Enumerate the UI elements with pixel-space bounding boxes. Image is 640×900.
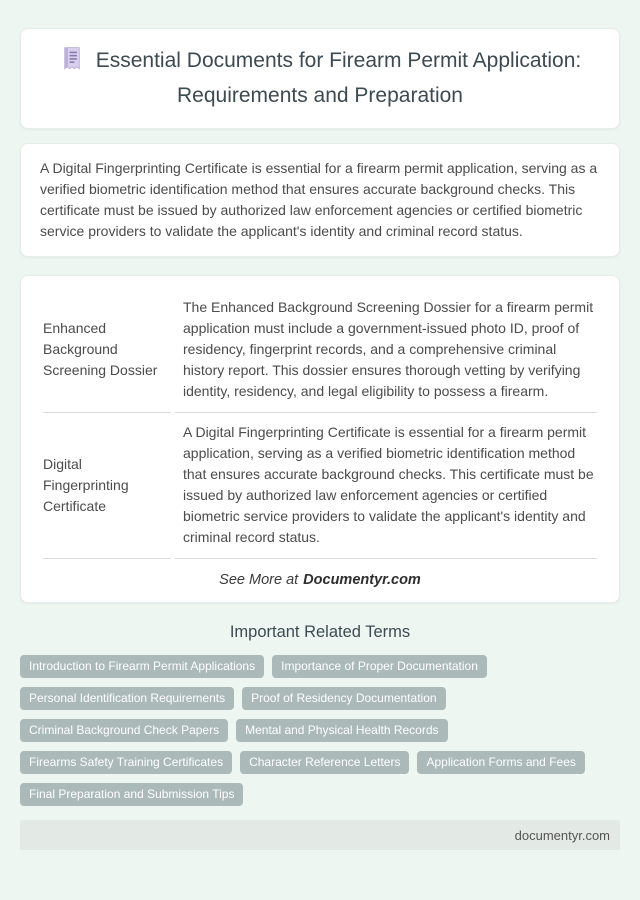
tag-firearms-safety-training-certificates[interactable]: Firearms Safety Training Certificates — [20, 751, 232, 774]
intro-paragraph: A Digital Fingerprinting Certificate is essential for a firearm permit application, serving as a verified biometric identification method that ensures accurate background checks. This certificate must be issued by authorized law enforcement agencies or certified biometric service providers to validate the applicant's identity and criminal record status. — [40, 160, 598, 239]
footer-bar — [20, 820, 620, 850]
tag-criminal-background-check-papers[interactable]: Criminal Background Check Papers — [20, 719, 228, 742]
see-more-line — [39, 572, 601, 588]
page-title-text: Essential Documents for Firearm Permit Application: Requirements and Preparation — [95, 49, 582, 107]
tag-application-forms-and-fees[interactable]: Application Forms and Fees — [417, 751, 584, 774]
definitions-table — [39, 288, 601, 559]
footer-site-link[interactable]: documentyr.com — [514, 827, 610, 843]
description-cell: The Enhanced Background Screening Dossier for a firearm permit application must include a government-issued photo ID, proof of residency, fingerprint records, and a comprehensive criminal history report. This dossier ensures thorough vetting by verifying identity, residency, and legal eligibility to possess a firearm. — [175, 288, 597, 413]
definitions-card — [20, 275, 620, 603]
tag-mental-physical-health-records[interactable]: Mental and Physical Health Records — [236, 719, 447, 742]
header-card — [20, 28, 620, 129]
intro-card — [20, 143, 620, 257]
table-row — [43, 413, 597, 559]
tag-proof-of-residency-documentation[interactable]: Proof of Residency Documentation — [242, 687, 445, 710]
brand-link[interactable]: Documentyr.com — [303, 572, 421, 588]
tag-introduction-firearm-permit-applications[interactable]: Introduction to Firearm Permit Applications — [20, 655, 264, 678]
related-terms-heading: Important Related Terms — [229, 623, 411, 641]
tag-final-preparation-submission-tips[interactable]: Final Preparation and Submission Tips — [20, 783, 243, 806]
related-terms-tags — [20, 655, 620, 806]
tag-character-reference-letters[interactable]: Character Reference Letters — [240, 751, 409, 774]
term-cell: Digital Fingerprinting Certificate — [43, 413, 171, 559]
page-title — [47, 46, 593, 111]
see-more-prefix: See More at — [219, 572, 299, 588]
tag-personal-identification-requirements[interactable]: Personal Identification Requirements — [20, 687, 234, 710]
term-cell: Enhanced Background Screening Dossier — [43, 288, 171, 413]
receipt-icon — [59, 46, 85, 81]
table-row — [43, 288, 597, 413]
description-cell: A Digital Fingerprinting Certificate is essential for a firearm permit application, serving as a verified biometric identification method that ensures accurate background checks. This certificate must be issued by authorized law enforcement agencies or certified biometric service providers to validate the applicant's identity and criminal record status. — [175, 413, 597, 559]
tag-importance-proper-documentation[interactable]: Importance of Proper Documentation — [272, 655, 487, 678]
